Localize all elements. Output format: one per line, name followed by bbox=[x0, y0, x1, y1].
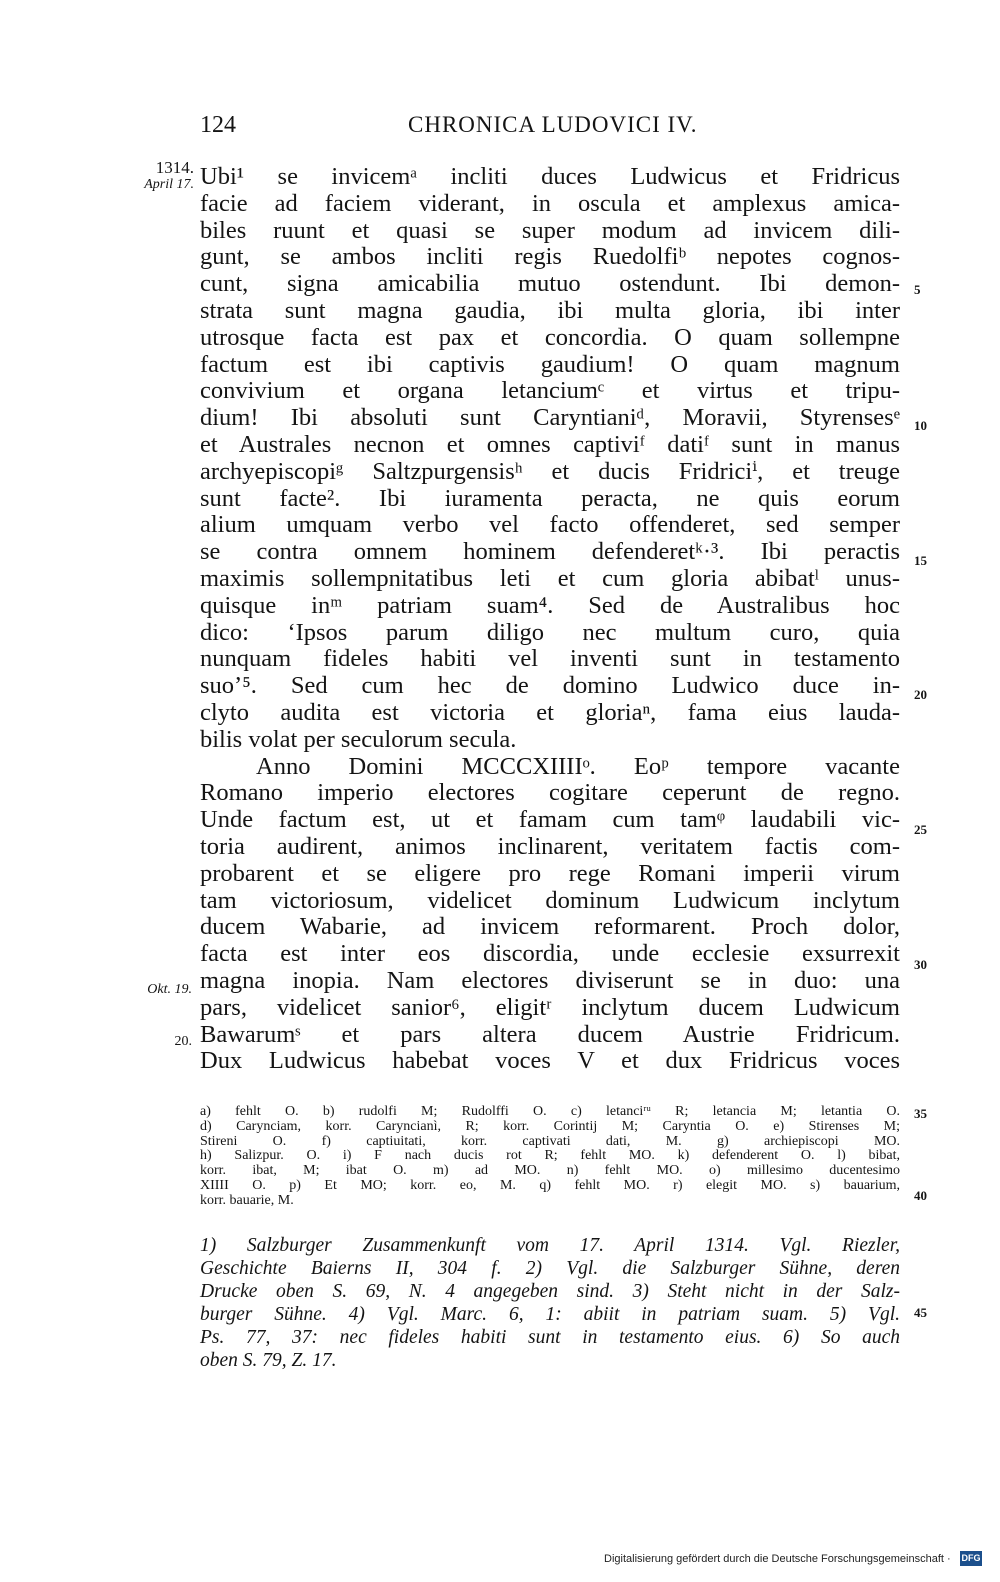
text-line: cunt, signa amicabilia mutuo ostendunt. Ibi demon- bbox=[200, 270, 900, 298]
text-line: dico: ‘Ipsos parum diligo nec multum curo, quia bbox=[200, 618, 900, 646]
footnote-line: burger Sühne. 4) Vgl. Marc. 6, 1: abiit in patriam suam. 5) Vgl. bbox=[200, 1304, 900, 1325]
margin-date-okt: Okt. 19. bbox=[147, 982, 192, 997]
text-line: toria audirent, animos inclinarent, veritatem factis com- bbox=[200, 832, 900, 860]
line-number: 35 bbox=[914, 1106, 927, 1121]
text-line: se contra omnem hominem defenderetᵏ·³. Ibi peractis bbox=[200, 538, 900, 566]
apparatus-line: XIIII O. p) Et MO; korr. eo, M. q) fehlt MO. r) elegit MO. s) bauarium, bbox=[200, 1177, 900, 1193]
apparatus-line: d) Carynciam, korr. Caryncianì, R; korr. Corintij M; Caryntia O. e) Stirenses M; bbox=[200, 1118, 900, 1134]
footnote-line: oben S. 79, Z. 17. bbox=[200, 1350, 337, 1371]
text-line: dium! Ibi absoluti sunt Caryntianiᵈ, Moravii, Styrensesᵉ bbox=[200, 404, 900, 432]
text-line: biles ruunt et quasi se super modum ad invicem dili- bbox=[200, 216, 900, 244]
line-number: 45 bbox=[914, 1305, 927, 1320]
text-line: factum est ibi captivis gaudium! O quam magnum bbox=[200, 350, 900, 378]
main-text bbox=[200, 164, 900, 1075]
line-number: 40 bbox=[914, 1188, 927, 1203]
footnote-line: Geschichte Baierns II, 304 f. 2) Vgl. die Salzburger Sühne, deren bbox=[200, 1258, 900, 1279]
text-line: Romano imperio electores cogitare ceperunt de regno. bbox=[200, 779, 900, 807]
margin-year: 1314. bbox=[155, 158, 194, 177]
text-line: Dux Ludwicus habebat voces V et dux Fridricus voces bbox=[200, 1047, 900, 1075]
footnotes bbox=[200, 1234, 900, 1372]
text-line: facie ad faciem viderant, in oscula et amplexus amica- bbox=[200, 189, 900, 217]
text-line: alium umquam verbo vel facto offenderet, sed semper bbox=[200, 511, 900, 539]
text-line: et Australes necnon et omnes captiviᶠ datiᶠ sunt in manus bbox=[200, 430, 900, 458]
margin-date-april: April 17. bbox=[144, 177, 194, 192]
critical-apparatus bbox=[200, 1105, 900, 1209]
page-header bbox=[200, 112, 900, 148]
footnote-line: Ps. 77, 37: nec fideles habiti sunt in testamento eius. 6) So auch bbox=[200, 1327, 900, 1348]
line-number: 30 bbox=[914, 957, 927, 972]
margin-date-20: 20. bbox=[174, 1034, 192, 1049]
text-line: Anno Domini MCCCXIIIIᵒ. Eoᵖ tempore vacante bbox=[256, 752, 900, 780]
text-line: pars, videlicet sanior⁶, eligitʳ inclytum ducem Ludwicum bbox=[200, 993, 900, 1021]
text-line: Unde factum est, ut et famam cum tamᵠ laudabili vic- bbox=[200, 806, 900, 834]
text-line: archyepiscopiᵍ Saltzpurgensisʰ et ducis Fridriciⁱ, et treuge bbox=[200, 457, 900, 485]
text-line: suo’⁵. Sed cum hec de domino Ludwico duce in- bbox=[200, 672, 900, 700]
text-line: tam victoriosum, videlicet dominum Ludwicum inclytum bbox=[200, 886, 900, 914]
text-line: clyto audita est victoria et gloriaⁿ, fama eius lauda- bbox=[200, 698, 900, 726]
text-line: Bawarumˢ et pars altera ducem Austrie Fridricum. bbox=[200, 1020, 900, 1048]
text-line: probarent et se eligere pro rege Romani imperii virum bbox=[200, 859, 900, 887]
text-line: maximis sollempnitatibus leti et cum gloria abibatˡ unus- bbox=[200, 564, 900, 592]
text-line: bilis volat per seculorum secula. bbox=[200, 725, 517, 753]
text-line: nunquam fideles habiti vel inventi sunt in testamento bbox=[200, 645, 900, 673]
apparatus-line: korr. bauarie, M. bbox=[200, 1192, 294, 1208]
line-number: 5 bbox=[914, 282, 921, 297]
text-line: gunt, se ambos incliti regis Ruedolfiᵇ nepotes cognos- bbox=[200, 243, 900, 271]
line-number: 10 bbox=[914, 418, 927, 433]
text-line: sunt facte². Ibi iuramenta peracta, ne quis eorum bbox=[200, 484, 900, 512]
line-number: 25 bbox=[914, 822, 927, 837]
footnote-line: 1) Salzburger Zusammenkunft vom 17. April 1314. Vgl. Riezler, bbox=[200, 1235, 900, 1256]
apparatus-line: Stireni O. f) captiuitati, korr. captivati dati, M. g) archiepiscopi MO. bbox=[200, 1133, 900, 1149]
dfg-logo: DFG bbox=[960, 1551, 982, 1566]
text-line: Ubi¹ se invicemᵃ incliti duces Ludwicus et Fridricus bbox=[200, 163, 900, 190]
text-line: strata sunt magna gaudia, ibi multa gloria, ibi inter bbox=[200, 296, 900, 324]
text-line: convivium et organa letanciumᶜ et virtus et tripu- bbox=[200, 377, 900, 405]
text-line: ducem Wabarie, ad invicem reformarent. Proch dolor, bbox=[200, 913, 900, 941]
apparatus-line: korr. ibat, M; ibat O. m) ad MO. n) fehlt MO. o) millesimo ducentesimo bbox=[200, 1163, 900, 1179]
page-number: 124 bbox=[200, 112, 236, 138]
text-line: magna inopia. Nam electores diviserunt se in duo: una bbox=[200, 966, 900, 994]
apparatus-line: a) fehlt O. b) rudolfi M; Rudolffi O. c) letanciʳᵘ R; letancia M; letantia O. bbox=[200, 1104, 900, 1119]
running-head: CHRONICA LUDOVICI IV. bbox=[408, 112, 698, 137]
apparatus-line: h) Salizpur. O. i) F nach ducis rot R; fehlt MO. k) defenderent O. l) bibat, bbox=[200, 1148, 900, 1164]
digitization-credit: Digitalisierung gefördert durch die Deutsche Forschungsgemeinschaft · bbox=[604, 1553, 951, 1565]
line-number: 20 bbox=[914, 687, 927, 702]
text-line: utrosque facta est pax et concordia. O quam sollempne bbox=[200, 323, 900, 351]
text-line: facta est inter eos discordia, unde ecclesie exsurrexit bbox=[200, 940, 900, 968]
footnote-line: Drucke oben S. 69, N. 4 angegeben sind. 3) Steht nicht in der Salz- bbox=[200, 1281, 900, 1302]
line-number: 15 bbox=[914, 553, 927, 568]
text-line: quisque inᵐ patriam suam⁴. Sed de Australibus hoc bbox=[200, 591, 900, 619]
